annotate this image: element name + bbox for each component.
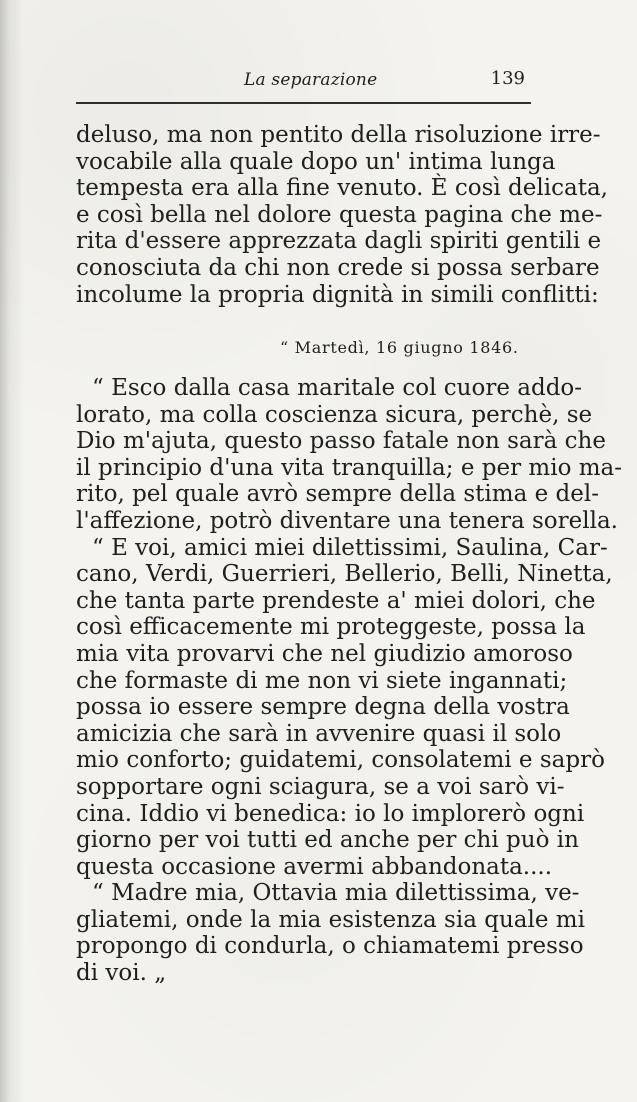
text-line: “ E voi, amici miei dilettissimi, Saulina, Car- [92,534,608,561]
text-line: di voi. „ [76,960,167,987]
text-line: lorato, ma colla coscienza sicura, perchè, se [76,401,593,428]
header-rule [76,102,531,104]
letter-body [76,375,623,987]
text-line: conosciuta da chi non crede si possa serbare [76,254,600,281]
text-line: questa occasione avermi abbandonata.... [76,853,553,880]
text-line: incolume la propria dignità in simili conflitti: [76,281,599,308]
text-line: gliatemi, onde la mia esistenza sia quale mi [76,906,585,933]
text-line: che formaste di me non vi siete ingannati; [76,667,568,694]
text-line: l'affezione, potrò diventare una tenera sorella. [76,507,618,534]
text-line: deluso, ma non pentito della risoluzione irre- [76,122,601,148]
page-header [76,58,531,92]
text-line: amicizia che sarà in avvenire quasi il solo [76,720,562,747]
text-line: che tanta parte prendeste a' miei dolori, che [76,587,596,614]
text-line: “ Madre mia, Ottavia mia dilettissima, ve- [92,880,580,907]
text-line: vocabile alla quale dopo un' intima lunga [76,148,556,175]
text-line: rita d'essere apprezzata dagli spiriti gentili e [76,228,602,255]
text-line: rito, pel quale avrò sempre della stima e del- [76,481,600,508]
text-line: sopportare ogni sciagura, se a voi sarò vi- [76,773,565,800]
text-line: cano, Verdi, Guerrieri, Bellerio, Belli, Ninetta, [76,561,613,588]
text-line: tempesta era alla fine venuto. È così delicata, [76,175,608,202]
page-number: 139 [490,68,525,89]
text-line: mio conforto; guidatemi, consolatemi e saprò [76,747,605,774]
text-line: possa io essere sempre degna della vostra [76,694,570,721]
page-gutter-shadow [0,0,24,1102]
text-line: il principio d'una vita tranquilla; e per mio ma- [76,454,623,481]
text-line: cina. Iddio vi benedica: io lo implorerò ogni [76,800,585,827]
text-line: e così bella nel dolore questa pagina che me- [76,201,603,228]
intro-paragraph [76,122,608,308]
text-line: così efficacemente mi proteggeste, possa la [76,614,586,641]
text-line: “ Esco dalla casa maritale col cuore addo- [92,375,583,401]
text-line: propongo di condurla, o chiamatemi presso [76,933,584,960]
text-line: Dio m'ajuta, questo passo fatale non sarà che [76,428,606,455]
text-line: giorno per voi tutti ed anche per chi può in [76,827,579,854]
running-title: La separazione [244,70,378,90]
letter-date: “ Martedì, 16 giugno 1846. [280,338,519,357]
text-line: mia vita provarvi che nel giudizio amoroso [76,640,573,667]
